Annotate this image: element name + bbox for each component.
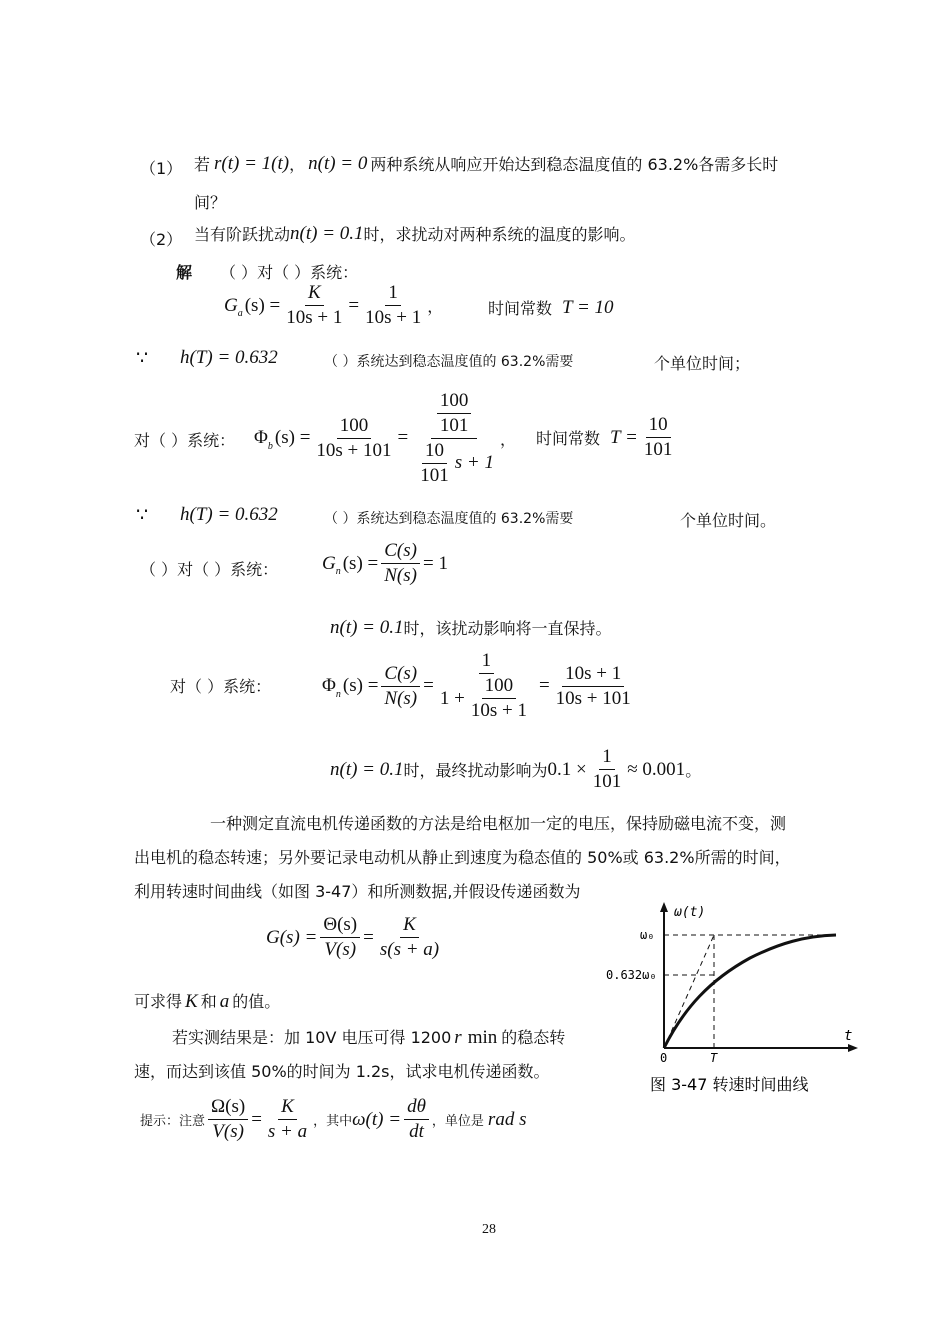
- because-a: ∵: [136, 348, 149, 369]
- hint-unit: rad s: [487, 1108, 527, 1130]
- final-pre: 0.1 ×: [547, 758, 587, 780]
- hint-f2-num: K: [278, 1096, 297, 1120]
- g-f2-den: s(s + a): [379, 939, 440, 960]
- hint-f1-den: V(s): [212, 1121, 244, 1142]
- phib-equation: [254, 388, 516, 488]
- phib-big-den-s: s + 1: [454, 451, 494, 473]
- ga-eq: =: [348, 294, 360, 316]
- sys-b-label: 对（ ）系统：: [134, 431, 236, 450]
- q1-text: 两种系统从响应开始达到稳态温度值的 63.2%各需多长时: [370, 155, 779, 174]
- hint-mid: ，其中: [313, 1114, 353, 1129]
- final-num: 1: [599, 746, 615, 770]
- problem-p3: 利用转速时间曲线（如图 3-47）和所测数据,并假设传递函数为: [134, 882, 581, 901]
- phin-f1-den: N(s): [384, 687, 418, 709]
- g-f1-num: Θ(s): [320, 914, 360, 938]
- g-f1-den: V(s): [324, 939, 357, 960]
- line-b-unit: 个单位时间。: [680, 511, 777, 530]
- gn-arg: (s) =: [342, 552, 379, 574]
- p4-post: 的值。: [232, 992, 281, 1011]
- final-post: ≈ 0.001: [627, 758, 686, 780]
- g-lhs: G(s) =: [266, 926, 318, 948]
- phin-lhs: Φ: [322, 675, 336, 696]
- y-axis-label: ω(t): [674, 905, 706, 920]
- phin-f2-num: 1: [479, 650, 495, 674]
- hint-f3-den: dt: [409, 1121, 424, 1142]
- problem-p6: 速，而达到该值 50%的时间为 1.2s，试求电机传递函数。: [134, 1062, 550, 1081]
- hint-line: [140, 1096, 526, 1143]
- q2-pre: 当有阶跃扰动: [194, 225, 291, 244]
- phin-f2-den-num: 100: [482, 675, 517, 699]
- q1-number: （1）: [140, 159, 183, 178]
- page-number: 28: [482, 1222, 496, 1237]
- n-line-expr: n(t) = 0.1: [330, 616, 404, 638]
- p5-min: min: [467, 1027, 498, 1048]
- final-line: [330, 746, 701, 793]
- hint-unit-label: ，单位是: [431, 1114, 484, 1129]
- q1-pre: 若: [194, 155, 211, 174]
- w632-label: 0.632ω₀: [606, 968, 657, 982]
- tc-b: [536, 414, 678, 461]
- T-tick-label: T: [710, 1051, 718, 1065]
- p4-and: 和: [200, 992, 217, 1011]
- q2-expr: n(t) = 0.1: [290, 222, 364, 244]
- final-text: 时，最终扰动影响为: [403, 761, 548, 780]
- ga-f2-num: 1: [385, 282, 401, 306]
- problem-p5: [172, 1022, 565, 1054]
- omega-expr: ω(t) =: [352, 1108, 402, 1130]
- phin-eq1: =: [423, 675, 434, 696]
- final-den: 101: [592, 771, 622, 792]
- hint-label: 提示：注意: [140, 1114, 206, 1129]
- tangent-line: [664, 935, 714, 1048]
- phin-f3-num: 10s + 1: [562, 663, 624, 687]
- n-line: [330, 616, 612, 639]
- gn-den: N(s): [384, 565, 417, 586]
- x-axis-arrow-icon: [848, 1044, 858, 1052]
- sys-a-label: （ ）对（ ）系统：: [220, 263, 359, 282]
- p5-a: 若实测结果是：加 10V 电压可得 1200: [172, 1028, 452, 1047]
- tc-b-den: 101: [643, 439, 673, 460]
- ga-f1-num: K: [305, 282, 324, 306]
- phin-eq2: =: [538, 675, 550, 696]
- speed-time-figure: [600, 898, 870, 1108]
- gn-rhs: = 1: [422, 552, 448, 574]
- h-expr-b: h(T) = 0.632: [180, 504, 278, 525]
- tc-a-label: 时间常数: [488, 299, 553, 318]
- gn-sub: n: [335, 566, 341, 577]
- tc-b-label: 时间常数: [536, 429, 601, 448]
- phib-f1-den: 10s + 101: [316, 439, 392, 461]
- phib-big-num-den: 101: [439, 414, 469, 436]
- phib-comma: ，: [499, 429, 516, 449]
- ga-sub: a: [237, 308, 243, 319]
- solution-label: 解: [176, 263, 193, 282]
- g-f2-num: K: [400, 914, 419, 938]
- final-end: 。: [685, 761, 702, 780]
- problem-p2: 出电机的稳态转速；另外要记录电动机从静止到速度为稳态值的 50%或 63.2%所需的时间，: [134, 848, 791, 867]
- phin-f2-den-pre: 1 +: [439, 687, 465, 709]
- problem-p4: [134, 986, 280, 1018]
- final-expr: n(t) = 0.1: [330, 758, 404, 780]
- phin-sub: n: [335, 688, 341, 700]
- q2-text: 时，求扰动对两种系统的温度的影响。: [363, 225, 636, 244]
- n-line-text: 时，该扰动影响将一直保持。: [403, 619, 612, 638]
- ga-lhs: G: [224, 294, 238, 316]
- phin-f1-num: C(s): [381, 663, 420, 687]
- line-b-text: （ ）系统达到稳态温度值的 63.2%需要: [324, 511, 574, 527]
- q1-r-expr: r(t) = 1(t): [214, 152, 290, 174]
- phib-f1-num: 100: [337, 415, 372, 439]
- phin-f3-den: 10s + 101: [555, 687, 631, 709]
- because-b: ∵: [136, 505, 149, 526]
- gn-equation: [322, 540, 448, 587]
- phib-big-den-bot: 101: [420, 464, 449, 486]
- phib-big-frac: [411, 390, 497, 487]
- origin-label: 0: [660, 1051, 668, 1065]
- hint-eq: =: [251, 1108, 262, 1130]
- q2-line: [194, 222, 636, 245]
- phin-arg: (s) =: [342, 675, 379, 696]
- hint-f2-den: s + a: [267, 1121, 308, 1142]
- ga-f1-den: 10s + 1: [286, 307, 343, 328]
- sys-d-label: 对（ ）系统：: [170, 677, 272, 696]
- hint-f3-num: dθ: [404, 1096, 429, 1120]
- phib-sub: b: [267, 440, 273, 452]
- line-a-text: （ ）系统达到稳态温度值的 63.2%需要: [324, 354, 574, 370]
- q1-cont: 间？: [194, 193, 227, 212]
- tc-a-value: T = 10: [562, 296, 614, 318]
- phin-f2-den-den: 10s + 1: [470, 700, 527, 721]
- tc-b-lhs: T =: [610, 426, 638, 448]
- line-a-unit: 个单位时间；: [654, 354, 751, 373]
- q1-line: [194, 152, 778, 175]
- phib-eq: =: [397, 427, 409, 448]
- hint-f1-num: Ω(s): [208, 1096, 248, 1120]
- ga-equation: [224, 282, 443, 329]
- phib-big-num: 100: [437, 390, 472, 414]
- phib-arg: (s) =: [274, 427, 311, 448]
- h-expr-a: h(T) = 0.632: [180, 347, 278, 368]
- phin-equation: [322, 650, 637, 722]
- sys-c-label: （ ）对（ ）系统：: [140, 560, 279, 579]
- phib-big-den-top: 10: [422, 440, 447, 464]
- tc-a: [488, 296, 614, 319]
- ga-arg: (s) =: [244, 294, 281, 316]
- q2-number: （2）: [140, 230, 183, 249]
- t-axis-label: t: [844, 1028, 853, 1044]
- tc-b-num: 10: [646, 414, 671, 438]
- g-equation: [266, 914, 445, 961]
- p5-r: r: [454, 1027, 462, 1048]
- p5-b: 的稳态转: [501, 1028, 566, 1047]
- problem-p1: 一种测定直流电机传递函数的方法是给电枢加一定的电压，保持励磁电流不变，测: [210, 814, 787, 833]
- gn-lhs: G: [322, 552, 336, 574]
- figure-caption: 图 3-47 转速时间曲线: [650, 1075, 809, 1094]
- w0-label: ω₀: [640, 928, 655, 942]
- p4-K: K: [185, 991, 198, 1012]
- ga-f2-den: 10s + 1: [365, 307, 422, 328]
- q1-sep: ，: [289, 155, 306, 174]
- y-axis-arrow-icon: [660, 902, 668, 912]
- ga-comma: ，: [427, 297, 444, 316]
- p4-a: a: [219, 991, 230, 1012]
- phib-lhs: Φ: [254, 427, 268, 448]
- speed-curve: [664, 935, 836, 1048]
- gn-num: C(s): [381, 540, 420, 564]
- q1-n-expr: n(t) = 0: [308, 152, 368, 174]
- p4-pre: 可求得: [134, 992, 183, 1011]
- g-eq: =: [363, 926, 374, 948]
